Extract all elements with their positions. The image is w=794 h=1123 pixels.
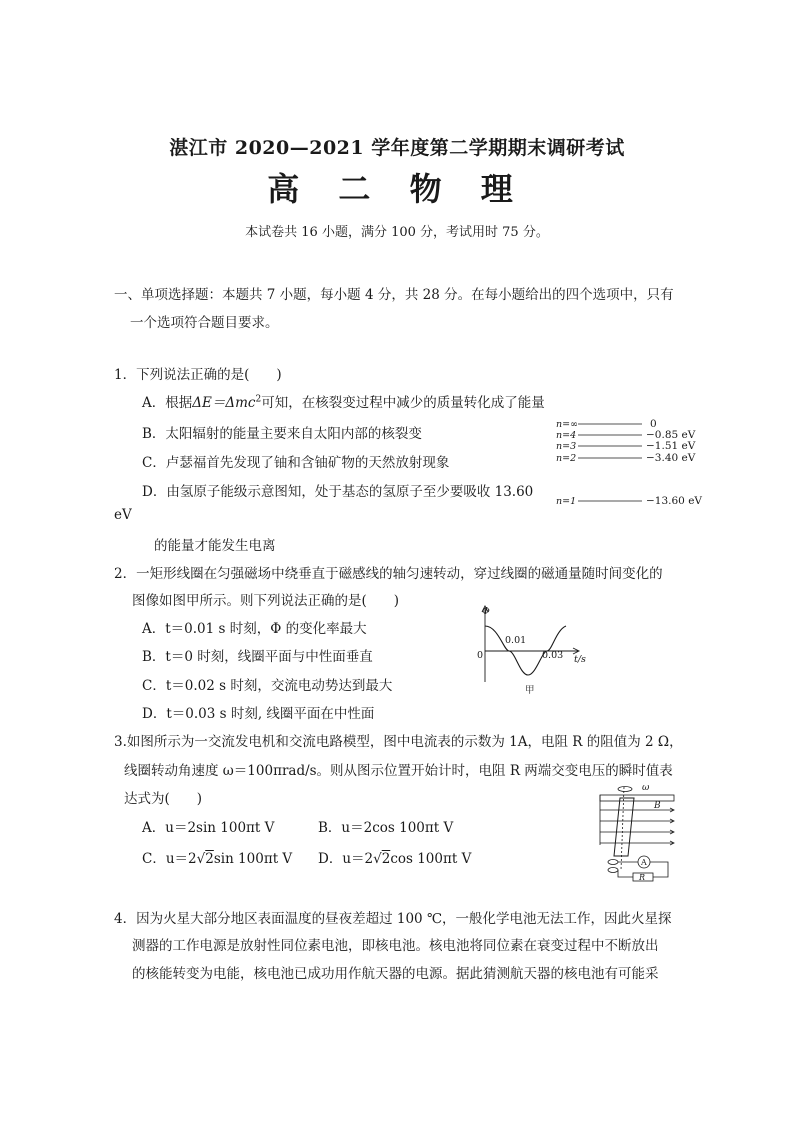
slip-ring bbox=[608, 868, 618, 873]
subject-title: 高 二 物 理 bbox=[267, 170, 527, 208]
q3-stem-cont: 线圈转动角速度 ω＝100πrad/s。则从图示位置开始计时，电阻 R 两端交变电压的瞬时值表 bbox=[124, 763, 673, 779]
exam-info: 本试卷共 16 小题，满分 100 分，考试用时 75 分。 bbox=[245, 225, 549, 240]
magnet-pole-top bbox=[600, 795, 674, 801]
section-heading: 一、单项选择题：本题共 7 小题，每小题 4 分，共 28 分。在每小题给出的四个选项中，只有 bbox=[114, 287, 674, 303]
level-label: n=2 bbox=[556, 453, 577, 464]
q2-option-c: C．t＝0.02 s 时刻，交流电动势达到最大 bbox=[142, 678, 393, 694]
q2-option-a: A．t＝0.01 s 时刻，Φ 的变化率最大 bbox=[142, 621, 367, 637]
q1-option-d: D．由氢原子能级示意图知，处于基态的氢原子至少要吸收 13.60 bbox=[142, 484, 534, 500]
level-label: n=3 bbox=[556, 441, 577, 452]
q4-stem-cont2: 的核能转变为电能，核电池已成功用作航天器的电源。据此猜测航天器的核电池有可能采 bbox=[132, 966, 659, 982]
rotation-indicator bbox=[618, 787, 632, 792]
y-axis-label: Φ bbox=[482, 606, 490, 617]
origin-label: 0 bbox=[477, 650, 484, 661]
x-axis-label: t/s bbox=[574, 654, 586, 665]
section-heading-cont: 一个选项符合题目要求。 bbox=[130, 315, 279, 331]
level-label: n=1 bbox=[556, 496, 577, 507]
resistor-label: R bbox=[639, 873, 646, 882]
tick-label: 0.01 bbox=[505, 635, 527, 646]
q1-option-b: B．太阳辐射的能量主要来自太阳内部的核裂变 bbox=[142, 426, 422, 442]
q3-option-d: D．u＝2√2cos 100πt V bbox=[318, 851, 472, 867]
q1-option-d-cont2: 的能量才能发生电离 bbox=[154, 538, 276, 554]
exam-title: 湛江市 2020—2021 学年度第二学期期末调研考试 bbox=[169, 137, 625, 159]
slip-ring bbox=[608, 860, 618, 865]
figure-caption: 甲 bbox=[525, 685, 535, 696]
q3-stem: 3.如图所示为一交流发电机和交流电路模型，图中电流表的示数为 1A，电阻 R 的阻值为 2 Ω， bbox=[114, 734, 683, 750]
level-label: n=∞ bbox=[556, 419, 578, 430]
level-energy: 0 bbox=[650, 418, 657, 430]
wire bbox=[618, 870, 633, 877]
q2-option-d: D．t＝0.03 s 时刻, 线圈平面在中性面 bbox=[142, 706, 375, 722]
level-energy: −13.60 eV bbox=[646, 495, 702, 507]
q4-stem-cont: 测器的工作电源是放射性同位素电池，即核电池。核电池将同位素在衰变过程中不断放出 bbox=[132, 938, 659, 954]
field-label: B bbox=[654, 801, 661, 811]
q2-option-b: B．t＝0 时刻，线圈平面与中性面垂直 bbox=[142, 649, 373, 665]
omega-label: ω bbox=[642, 783, 650, 793]
rotation-axis bbox=[621, 787, 624, 870]
q3-option-c: C．u＝2√2sin 100πt V bbox=[142, 851, 293, 867]
q3-option-a: A．u＝2sin 100πt V bbox=[142, 820, 275, 836]
level-energy: −1.51 eV bbox=[646, 440, 696, 452]
q2-stem: 2．一矩形线圈在匀强磁场中绕垂直于磁感线的轴匀速转动，穿过线圈的磁通量随时间变化的 bbox=[114, 566, 663, 582]
level-label: n=4 bbox=[556, 430, 577, 441]
ammeter-label: A bbox=[641, 858, 647, 867]
level-energy: −0.85 eV bbox=[646, 429, 696, 441]
q3-stem-cont2: 达式为( ) bbox=[124, 791, 203, 807]
energy-level-diagram bbox=[552, 414, 722, 514]
q2-stem-cont: 图像如图甲所示。则下列说法正确的是( ) bbox=[132, 593, 400, 609]
coil bbox=[614, 798, 634, 856]
tick-label: 0.03 bbox=[542, 650, 564, 661]
q1-option-d-cont: eV bbox=[114, 507, 132, 523]
generator-diagram bbox=[588, 782, 684, 892]
q1-option-a: A．根据ΔE＝Δmc$^2$可知，在核裂变过程中减少的质量转化成了能量 bbox=[142, 394, 545, 411]
q3-option-b: B．u＝2cos 100πt V bbox=[318, 820, 454, 836]
flux-time-graph bbox=[468, 600, 598, 698]
q1-stem: 1．下列说法正确的是( ) bbox=[114, 367, 282, 383]
level-energy: −3.40 eV bbox=[646, 452, 696, 464]
q4-stem: 4．因为火星大部分地区表面温度的昼夜差超过 100 ℃，一般化学电池无法工作，因此火星探 bbox=[114, 911, 672, 927]
q1-option-c: C．卢瑟福首先发现了铀和含铀矿物的天然放射现象 bbox=[142, 455, 450, 471]
